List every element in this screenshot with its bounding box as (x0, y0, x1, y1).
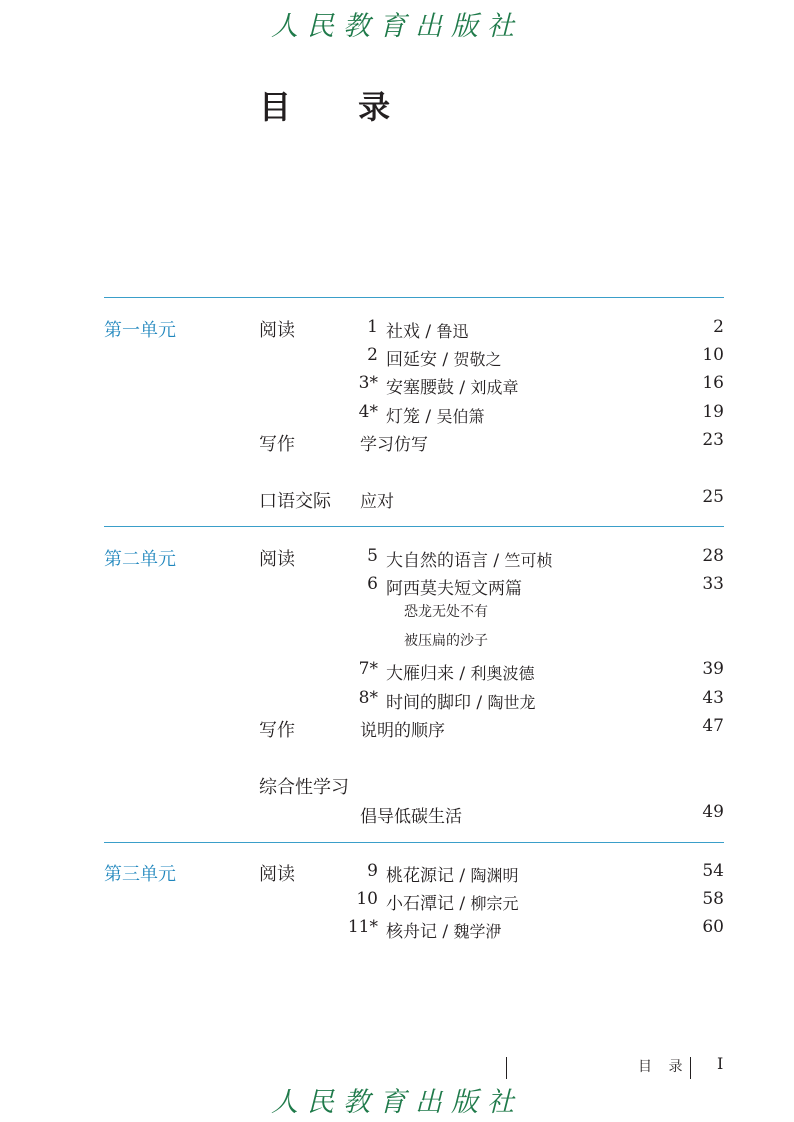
lesson-number: 2 (367, 345, 378, 365)
lesson-author: 吴伯箫 (436, 407, 485, 426)
lesson-title: 桃花源记 (386, 866, 454, 886)
lesson-title: 灯笼 (386, 407, 420, 427)
lesson-author: 利奥波德 (470, 664, 535, 683)
lesson-number: 6 (367, 574, 378, 594)
page-number: 58 (702, 889, 724, 909)
writing-link[interactable]: 说明的顺序 (360, 721, 445, 741)
page-number: 60 (702, 917, 724, 937)
lesson-link[interactable]: 灯笼 / 吴伯箫 (386, 407, 485, 427)
lesson-author: 陶世龙 (487, 693, 536, 712)
lesson-link[interactable]: 小石潭记 / 柳宗元 (386, 894, 519, 914)
lesson-link[interactable]: 社戏 / 鲁迅 (386, 322, 469, 342)
category-oral: 口语交际 (259, 491, 331, 512)
lesson-title: 安塞腰鼓 (386, 378, 454, 398)
unit-heading[interactable]: 第一单元 (104, 320, 176, 341)
lesson-link[interactable]: 安塞腰鼓 / 刘成章 (386, 378, 519, 398)
lesson-author: 魏学洢 (453, 922, 502, 941)
page-number: 25 (702, 487, 724, 507)
lesson-title: 社戏 (386, 322, 420, 342)
category-reading: 阅读 (259, 864, 295, 885)
category-writing: 写作 (259, 720, 295, 741)
lesson-number: 3* (358, 373, 378, 393)
lesson-link[interactable]: 桃花源记 / 陶渊明 (386, 866, 519, 886)
lesson-title: 小石潭记 (386, 894, 454, 914)
unit-heading[interactable]: 第三单元 (104, 864, 176, 885)
lesson-number: 7* (358, 659, 378, 679)
lesson-title: 回延安 (386, 350, 437, 370)
lesson-number: 11* (347, 917, 378, 937)
page-number: 43 (702, 688, 724, 708)
category-integrated: 综合性学习 (259, 777, 349, 798)
page-number: 2 (713, 317, 724, 337)
lesson-author: 鲁迅 (436, 322, 469, 341)
category-reading: 阅读 (259, 320, 295, 341)
lesson-link[interactable]: 大雁归来 / 利奥波德 (386, 664, 535, 684)
page-number: 33 (702, 574, 724, 594)
lesson-author: 刘成章 (470, 378, 519, 397)
footer-divider (690, 1057, 691, 1079)
section-divider (104, 526, 724, 527)
page-number: 16 (702, 373, 724, 393)
lesson-link[interactable]: 时间的脚印 / 陶世龙 (386, 693, 536, 713)
writing-link[interactable]: 学习仿写 (360, 435, 428, 455)
lesson-link[interactable] (386, 574, 522, 599)
lesson-author: 柳宗元 (470, 894, 519, 913)
lesson-number: 5 (367, 546, 378, 566)
lesson-title: 大雁归来 (386, 664, 454, 684)
sub-lesson-link[interactable]: 被压扁的沙子 (404, 633, 488, 649)
lesson-number: 10 (356, 889, 378, 909)
page-number: 23 (702, 430, 724, 450)
lesson-link[interactable]: 回延安 / 贺敬之 (386, 350, 502, 370)
page-title: 目 录 (259, 88, 419, 126)
lesson-number: 1 (367, 317, 378, 337)
oral-link[interactable]: 应对 (360, 492, 394, 512)
lesson-number: 9 (367, 861, 378, 881)
lesson-number: 4* (358, 402, 378, 422)
page-number: 54 (702, 861, 724, 881)
page-number: 39 (702, 659, 724, 679)
category-reading: 阅读 (259, 549, 295, 570)
lesson-author: 陶渊明 (470, 866, 519, 885)
footer-label: 目 录 (638, 1059, 689, 1075)
lesson-title: 核舟记 (386, 922, 437, 942)
lesson-number: 8* (358, 688, 378, 708)
category-writing: 写作 (259, 434, 295, 455)
section-divider (104, 297, 724, 298)
page-number: 10 (702, 345, 724, 365)
integrated-link[interactable]: 倡导低碳生活 (360, 807, 462, 827)
unit-heading[interactable]: 第二单元 (104, 549, 176, 570)
lesson-title: 时间的脚印 (386, 693, 471, 713)
publisher-logo: 人民教育出版社 (271, 1087, 523, 1118)
lesson-link[interactable]: 核舟记 / 魏学洢 (386, 922, 502, 942)
section-divider (104, 842, 724, 843)
lesson-title: 大自然的语言 (386, 551, 488, 571)
lesson-author: 竺可桢 (504, 551, 553, 570)
footer-page-number: I (717, 1054, 724, 1073)
footer-divider (506, 1057, 507, 1079)
page-number: 28 (702, 546, 724, 566)
lesson-author: 贺敬之 (453, 350, 502, 369)
publisher-logo: 人民教育出版社 (271, 11, 523, 42)
sub-lesson-link[interactable]: 恐龙无处不有 (404, 604, 488, 620)
page-number: 19 (702, 402, 724, 422)
lesson-link[interactable]: 大自然的语言 / 竺可桢 (386, 551, 553, 571)
page-number: 47 (702, 716, 724, 736)
lesson-title: 阿西莫夫短文两篇 (386, 579, 522, 599)
page-number: 49 (702, 802, 724, 822)
